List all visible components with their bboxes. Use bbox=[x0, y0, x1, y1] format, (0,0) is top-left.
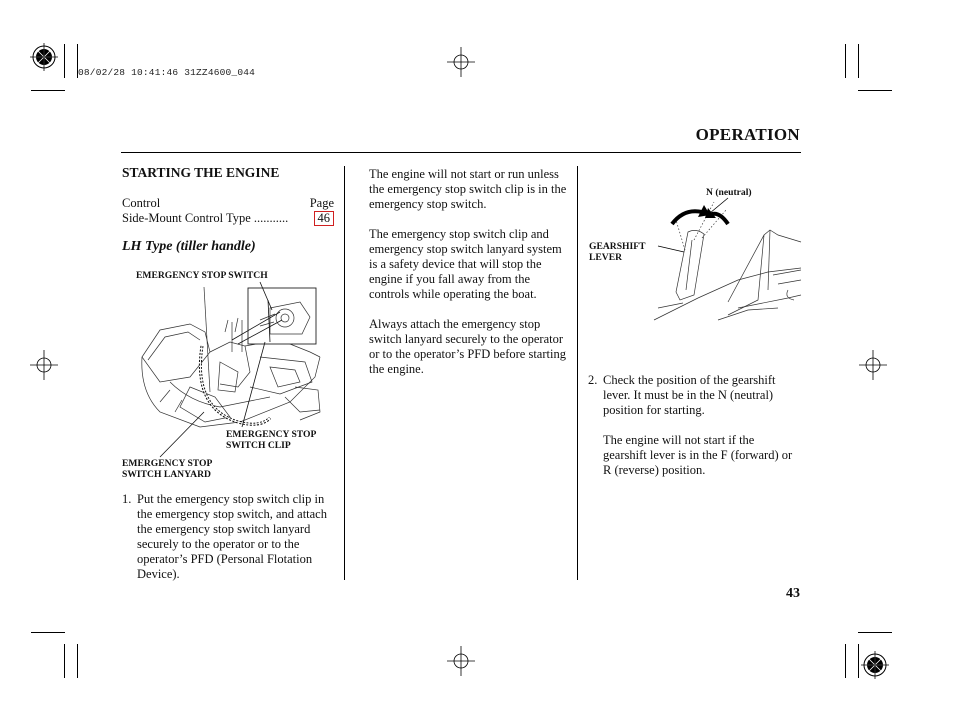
starburst-icon bbox=[30, 43, 58, 71]
label-line: SWITCH CLIP bbox=[226, 440, 291, 451]
column-divider bbox=[344, 166, 345, 580]
label-emergency-stop-switch: EMERGENCY STOP SWITCH bbox=[136, 270, 268, 281]
toc-table bbox=[122, 196, 334, 226]
step-2-main bbox=[588, 373, 801, 418]
label-line: SWITCH LANYARD bbox=[122, 469, 211, 480]
tiller-handle-figure bbox=[120, 262, 342, 487]
starburst-icon bbox=[861, 651, 889, 679]
toc-header-row bbox=[122, 196, 334, 211]
section-title: OPERATION bbox=[695, 125, 800, 144]
step-note: The engine will not start if the gearshift lever is in the F (forward) or R (reverse) position. bbox=[603, 433, 793, 477]
label-emergency-stop-clip bbox=[226, 429, 316, 451]
toc-page-link[interactable]: 46 bbox=[314, 211, 335, 226]
step-1 bbox=[122, 492, 336, 582]
toc-entry-text: Side-Mount Control Type ........... bbox=[122, 211, 289, 225]
label-line: LEVER bbox=[589, 252, 623, 263]
label-line: EMERGENCY STOP bbox=[226, 429, 317, 440]
crosshair-icon bbox=[859, 350, 887, 380]
print-timestamp: 08/02/28 10:41:46 31ZZ4600_044 bbox=[78, 67, 256, 78]
toc-control-label: Control bbox=[122, 196, 161, 210]
label-gearshift-lever bbox=[589, 241, 646, 263]
column-2-text bbox=[369, 167, 569, 377]
section-heading: STARTING THE ENGINE bbox=[122, 165, 280, 180]
step-2 bbox=[588, 373, 801, 478]
toc-page-label: Page bbox=[309, 196, 334, 210]
step-number: 2. bbox=[588, 373, 598, 387]
page-number: 43 bbox=[786, 586, 800, 601]
header-rule bbox=[121, 152, 801, 153]
label-neutral: N (neutral) bbox=[706, 187, 752, 198]
crosshair-icon bbox=[447, 646, 475, 676]
subheading: LH Type (tiller handle) bbox=[122, 239, 256, 254]
label-emergency-stop-lanyard bbox=[122, 458, 212, 480]
crosshair-icon bbox=[30, 350, 58, 380]
column-divider bbox=[577, 166, 578, 580]
crosshair-icon bbox=[447, 47, 475, 77]
step-number: 1. bbox=[122, 492, 132, 506]
toc-entry-row bbox=[122, 211, 334, 226]
paragraph: The emergency stop switch clip and emergency stop switch lanyard system is a safety device that will stop the engine if you fall away from the controls while operating the boat. bbox=[369, 227, 562, 301]
paragraph: The engine will not start or run unless the emergency stop switch clip is in the emergency stop switch. bbox=[369, 167, 567, 211]
step-text: Put the emergency stop switch clip in the emergency stop switch, and attach the emergency stop switch lanyard securely to the operator or to the operator’s PFD (Personal Flotation Device). bbox=[137, 492, 327, 581]
label-line: EMERGENCY STOP bbox=[122, 458, 213, 469]
paragraph: Always attach the emergency stop switch lanyard securely to the operator or to the operator’s PFD before starting the engine. bbox=[369, 317, 566, 376]
step-text: Check the position of the gearshift lever. It must be in the N (neutral) position for starting. bbox=[603, 373, 776, 417]
label-line: GEARSHIFT bbox=[589, 241, 646, 252]
